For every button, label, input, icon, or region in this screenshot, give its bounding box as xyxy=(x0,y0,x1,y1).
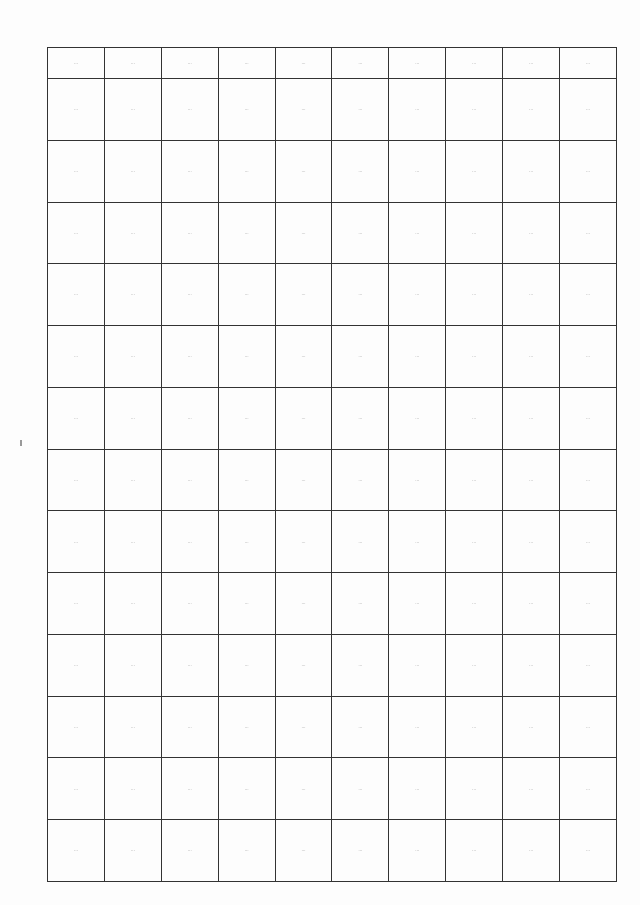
table-cell: … xyxy=(332,573,389,635)
table-cell: … xyxy=(161,387,218,449)
table-cell: … xyxy=(161,511,218,573)
table-cell: … xyxy=(161,79,218,141)
table-cell: … xyxy=(446,79,503,141)
table-cell: … xyxy=(275,511,332,573)
table-cell: … xyxy=(161,202,218,264)
table-row xyxy=(48,449,617,511)
table-cell: … xyxy=(218,634,275,696)
table-cell: … xyxy=(389,696,446,758)
table-cell: … xyxy=(446,48,503,79)
table-row xyxy=(48,326,617,388)
table-cell: … xyxy=(389,326,446,388)
table-cell: … xyxy=(275,758,332,820)
table-cell: … xyxy=(218,696,275,758)
table-cell: … xyxy=(104,449,161,511)
table-cell: … xyxy=(218,326,275,388)
table-row xyxy=(48,820,617,882)
table-cell: … xyxy=(48,264,105,326)
table-cell: … xyxy=(275,820,332,882)
table-cell: … xyxy=(218,264,275,326)
table-cell: … xyxy=(218,48,275,79)
table-cell: … xyxy=(446,696,503,758)
table-cell: … xyxy=(104,326,161,388)
table-cell: … xyxy=(503,140,560,202)
table-cell: … xyxy=(48,202,105,264)
table-cell: … xyxy=(446,634,503,696)
table-cell: … xyxy=(48,449,105,511)
table-cell: … xyxy=(389,79,446,141)
table-cell: … xyxy=(446,573,503,635)
table-cell: … xyxy=(332,387,389,449)
table-cell: … xyxy=(104,696,161,758)
table-cell: … xyxy=(218,511,275,573)
table-cell: … xyxy=(275,140,332,202)
table-cell: … xyxy=(161,326,218,388)
table-row xyxy=(48,634,617,696)
table-cell: … xyxy=(503,820,560,882)
table-cell: … xyxy=(503,449,560,511)
table-cell: … xyxy=(389,387,446,449)
table-cell: … xyxy=(104,758,161,820)
table-cell: … xyxy=(503,758,560,820)
table-cell: … xyxy=(275,202,332,264)
table-cell: … xyxy=(48,511,105,573)
table-cell: … xyxy=(161,758,218,820)
table-cell: … xyxy=(275,573,332,635)
table-sheet xyxy=(47,47,617,882)
table-cell: … xyxy=(332,79,389,141)
table-cell: … xyxy=(389,820,446,882)
table-cell: … xyxy=(275,387,332,449)
table-cell: … xyxy=(161,696,218,758)
table-cell: … xyxy=(503,634,560,696)
table-cell: … xyxy=(104,573,161,635)
table-cell: … xyxy=(161,573,218,635)
table-cell: … xyxy=(218,573,275,635)
table-row xyxy=(48,758,617,820)
table-cell: … xyxy=(332,820,389,882)
table-cell: … xyxy=(218,449,275,511)
table-cell: … xyxy=(104,820,161,882)
table-cell: … xyxy=(560,634,617,696)
table-cell: … xyxy=(275,48,332,79)
table-cell: … xyxy=(560,264,617,326)
table-cell: … xyxy=(503,387,560,449)
table-cell: … xyxy=(48,820,105,882)
table-cell: … xyxy=(48,326,105,388)
table-row xyxy=(48,48,617,79)
table-cell: … xyxy=(446,387,503,449)
table-cell: … xyxy=(275,696,332,758)
table-cell: … xyxy=(104,264,161,326)
table-cell: … xyxy=(560,758,617,820)
table-cell: … xyxy=(560,511,617,573)
table-cell: … xyxy=(560,48,617,79)
table-body xyxy=(48,48,617,882)
table-cell: … xyxy=(332,758,389,820)
table-cell: … xyxy=(48,758,105,820)
table-cell: … xyxy=(389,202,446,264)
table-cell: … xyxy=(48,140,105,202)
table-cell: … xyxy=(503,264,560,326)
table-cell: … xyxy=(332,511,389,573)
table-cell: … xyxy=(332,326,389,388)
table-cell: … xyxy=(161,48,218,79)
table-cell: … xyxy=(503,79,560,141)
table-cell: … xyxy=(560,820,617,882)
table-cell: … xyxy=(332,449,389,511)
table-row xyxy=(48,696,617,758)
table-cell: … xyxy=(560,326,617,388)
table-cell: … xyxy=(104,634,161,696)
margin-mark xyxy=(20,440,22,446)
table-cell: … xyxy=(389,511,446,573)
table-cell: … xyxy=(560,140,617,202)
table-cell: … xyxy=(275,634,332,696)
table-cell: … xyxy=(446,326,503,388)
table-cell: … xyxy=(48,79,105,141)
table-cell: … xyxy=(446,264,503,326)
table-cell: … xyxy=(389,48,446,79)
table-cell: … xyxy=(104,202,161,264)
table-cell: … xyxy=(104,48,161,79)
table-cell: … xyxy=(275,79,332,141)
table-cell: … xyxy=(332,264,389,326)
table-cell: … xyxy=(503,696,560,758)
table-cell: … xyxy=(161,820,218,882)
table-cell: … xyxy=(446,449,503,511)
table-cell: … xyxy=(560,202,617,264)
table-cell: … xyxy=(218,758,275,820)
table-cell: … xyxy=(161,634,218,696)
table-row xyxy=(48,573,617,635)
table-cell: … xyxy=(48,48,105,79)
table-cell: … xyxy=(275,264,332,326)
table-cell: … xyxy=(218,387,275,449)
table-cell: … xyxy=(332,140,389,202)
table-cell: … xyxy=(389,449,446,511)
table-cell: … xyxy=(446,202,503,264)
table-cell: … xyxy=(389,573,446,635)
table-cell: … xyxy=(560,449,617,511)
table-cell: … xyxy=(446,511,503,573)
table-cell: … xyxy=(503,511,560,573)
table-cell: … xyxy=(275,449,332,511)
table-cell: … xyxy=(389,758,446,820)
table-cell: … xyxy=(218,79,275,141)
table-row xyxy=(48,511,617,573)
table-cell: … xyxy=(332,202,389,264)
table-row xyxy=(48,202,617,264)
table-cell: … xyxy=(446,820,503,882)
table-cell: … xyxy=(48,387,105,449)
table-cell: … xyxy=(48,696,105,758)
table-cell: … xyxy=(48,573,105,635)
table-cell: … xyxy=(446,140,503,202)
table-cell: … xyxy=(332,634,389,696)
table-cell: … xyxy=(560,573,617,635)
table-cell: … xyxy=(332,696,389,758)
table-cell: … xyxy=(218,140,275,202)
table-row xyxy=(48,140,617,202)
table-row xyxy=(48,387,617,449)
table-cell: … xyxy=(218,202,275,264)
table-cell: … xyxy=(389,264,446,326)
table-cell: … xyxy=(446,758,503,820)
table-cell: … xyxy=(104,387,161,449)
table-cell: … xyxy=(332,48,389,79)
document-table xyxy=(47,47,617,882)
table-cell: … xyxy=(503,573,560,635)
table-row xyxy=(48,264,617,326)
table-cell: … xyxy=(161,140,218,202)
table-cell: … xyxy=(161,264,218,326)
table-cell: … xyxy=(560,387,617,449)
table-row xyxy=(48,79,617,141)
table-cell: … xyxy=(503,48,560,79)
table-cell: … xyxy=(389,634,446,696)
table-cell: … xyxy=(275,326,332,388)
table-cell: … xyxy=(104,511,161,573)
table-cell: … xyxy=(161,449,218,511)
table-cell: … xyxy=(389,140,446,202)
table-cell: … xyxy=(104,79,161,141)
table-cell: … xyxy=(560,696,617,758)
table-cell: … xyxy=(503,326,560,388)
table-cell: … xyxy=(218,820,275,882)
table-cell: … xyxy=(503,202,560,264)
table-cell: … xyxy=(560,79,617,141)
table-cell: … xyxy=(48,634,105,696)
table-cell: … xyxy=(104,140,161,202)
